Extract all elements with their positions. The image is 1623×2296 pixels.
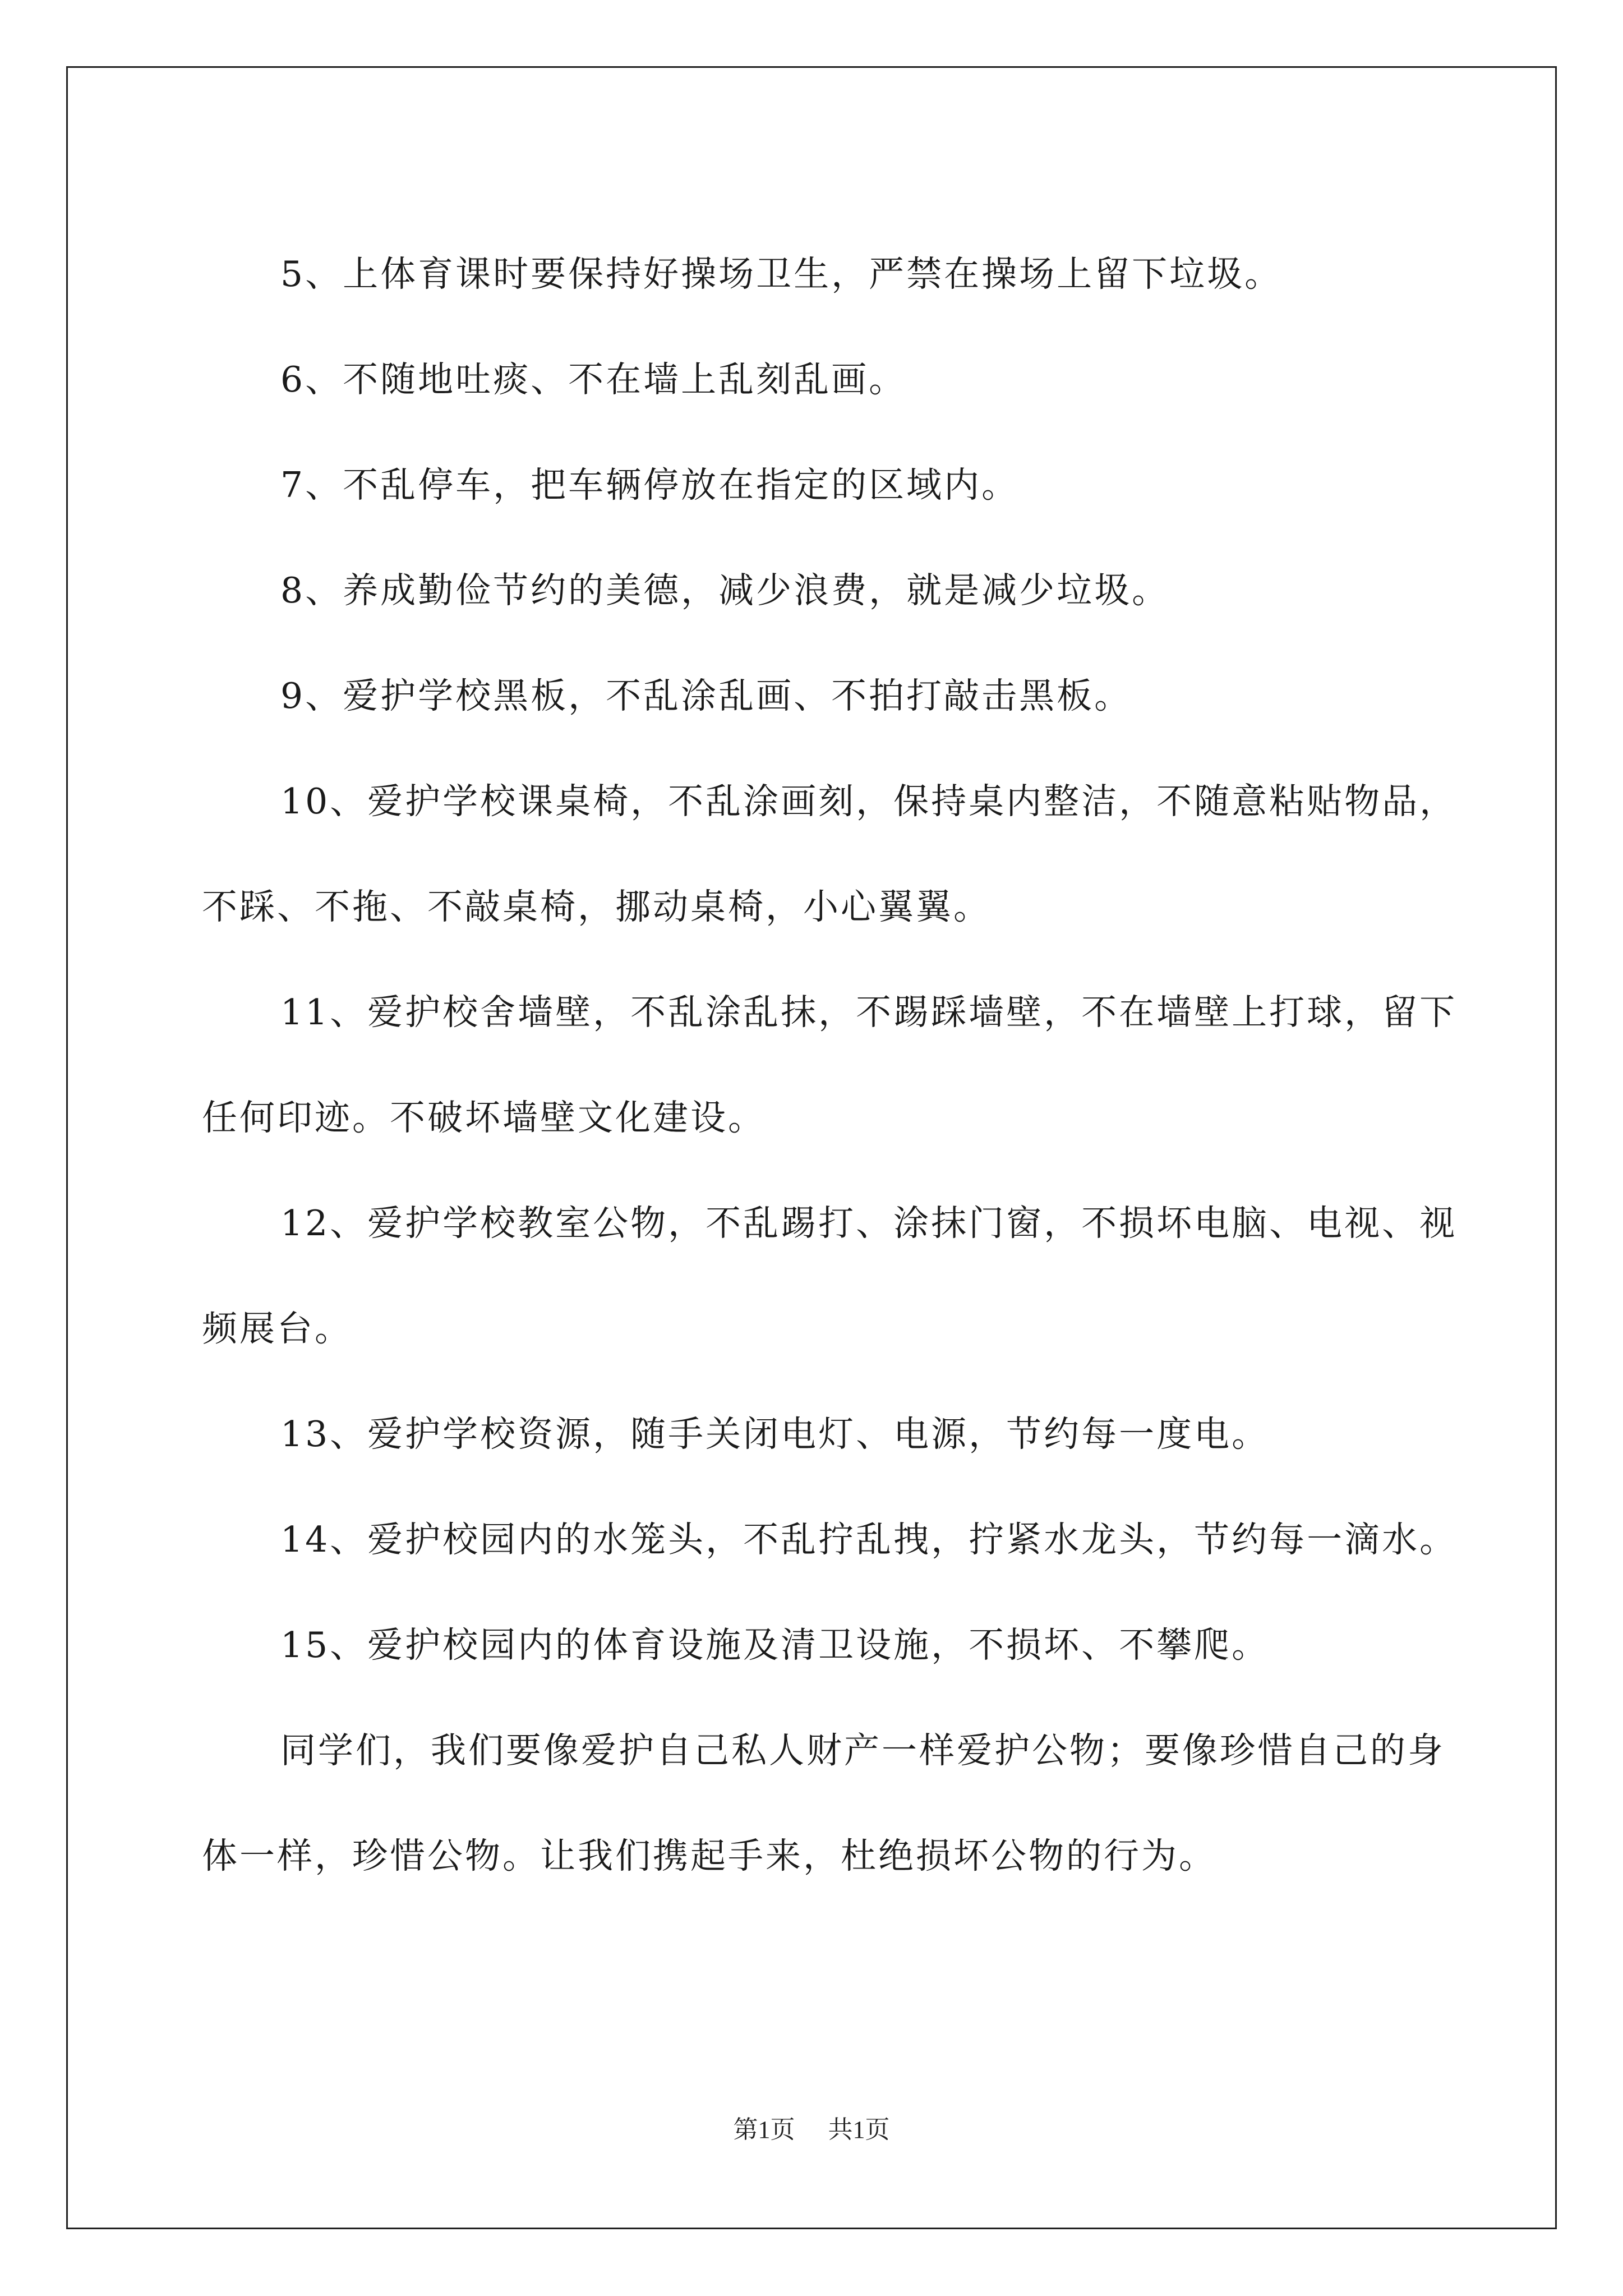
- paragraph-rule-14: 14、爱护校园内的水笼头，不乱拧乱拽，拧紧水龙头，节约每一滴水。: [280, 1519, 1458, 1560]
- paragraph-rule-13: 13、爱护学校资源，随手关闭电灯、电源，节约每一度电。: [280, 1414, 1270, 1455]
- paragraph-rule-7: 7、不乱停车，把车辆停放在指定的区域内。: [280, 464, 1020, 505]
- paragraph-rule-5: 5、上体育课时要保持好操场卫生，严禁在操场上留下垃圾。: [280, 254, 1283, 295]
- paragraph-rule-10: 10、爱护学校课桌椅，不乱涂画刻，保持桌内整洁，不随意粘贴物品，不踩、不拖、不敲桌椅，挪动桌椅，小心翼翼。: [202, 781, 1458, 927]
- page-footer: [0, 2109, 1623, 2145]
- page-total: 共1页: [828, 2116, 890, 2143]
- paragraph-rule-12: 12、爱护学校教室公物，不乱踢打、涂抹门窗，不损坏电脑、电视、视频展台。: [202, 1203, 1458, 1349]
- paragraph-rule-6: 6、不随地吐痰、不在墙上乱刻乱画。: [280, 359, 907, 400]
- document-body: [202, 222, 1458, 1909]
- paragraph-rule-9: 9、爱护学校黑板，不乱涂乱画、不拍打敲击黑板。: [280, 675, 1132, 716]
- paragraph-rule-8: 8、养成勤俭节约的美德，减少浪费，就是减少垃圾。: [280, 570, 1170, 611]
- paragraph-closing: 同学们，我们要像爱护自己私人财产一样爱护公物；要像珍惜自己的身体一样，珍惜公物。让我们携起手来，杜绝损坏公物的行为。: [202, 1730, 1445, 1876]
- paragraph-rule-11: 11、爱护校舍墙壁，不乱涂乱抹，不踢踩墙壁，不在墙壁上打球，留下任何印迹。不破坏墙壁文化建设。: [202, 992, 1458, 1138]
- paragraph-rule-15: 15、爱护校园内的体育设施及清卫设施，不损坏、不攀爬。: [280, 1625, 1270, 1665]
- page-number: 第1页: [733, 2116, 795, 2143]
